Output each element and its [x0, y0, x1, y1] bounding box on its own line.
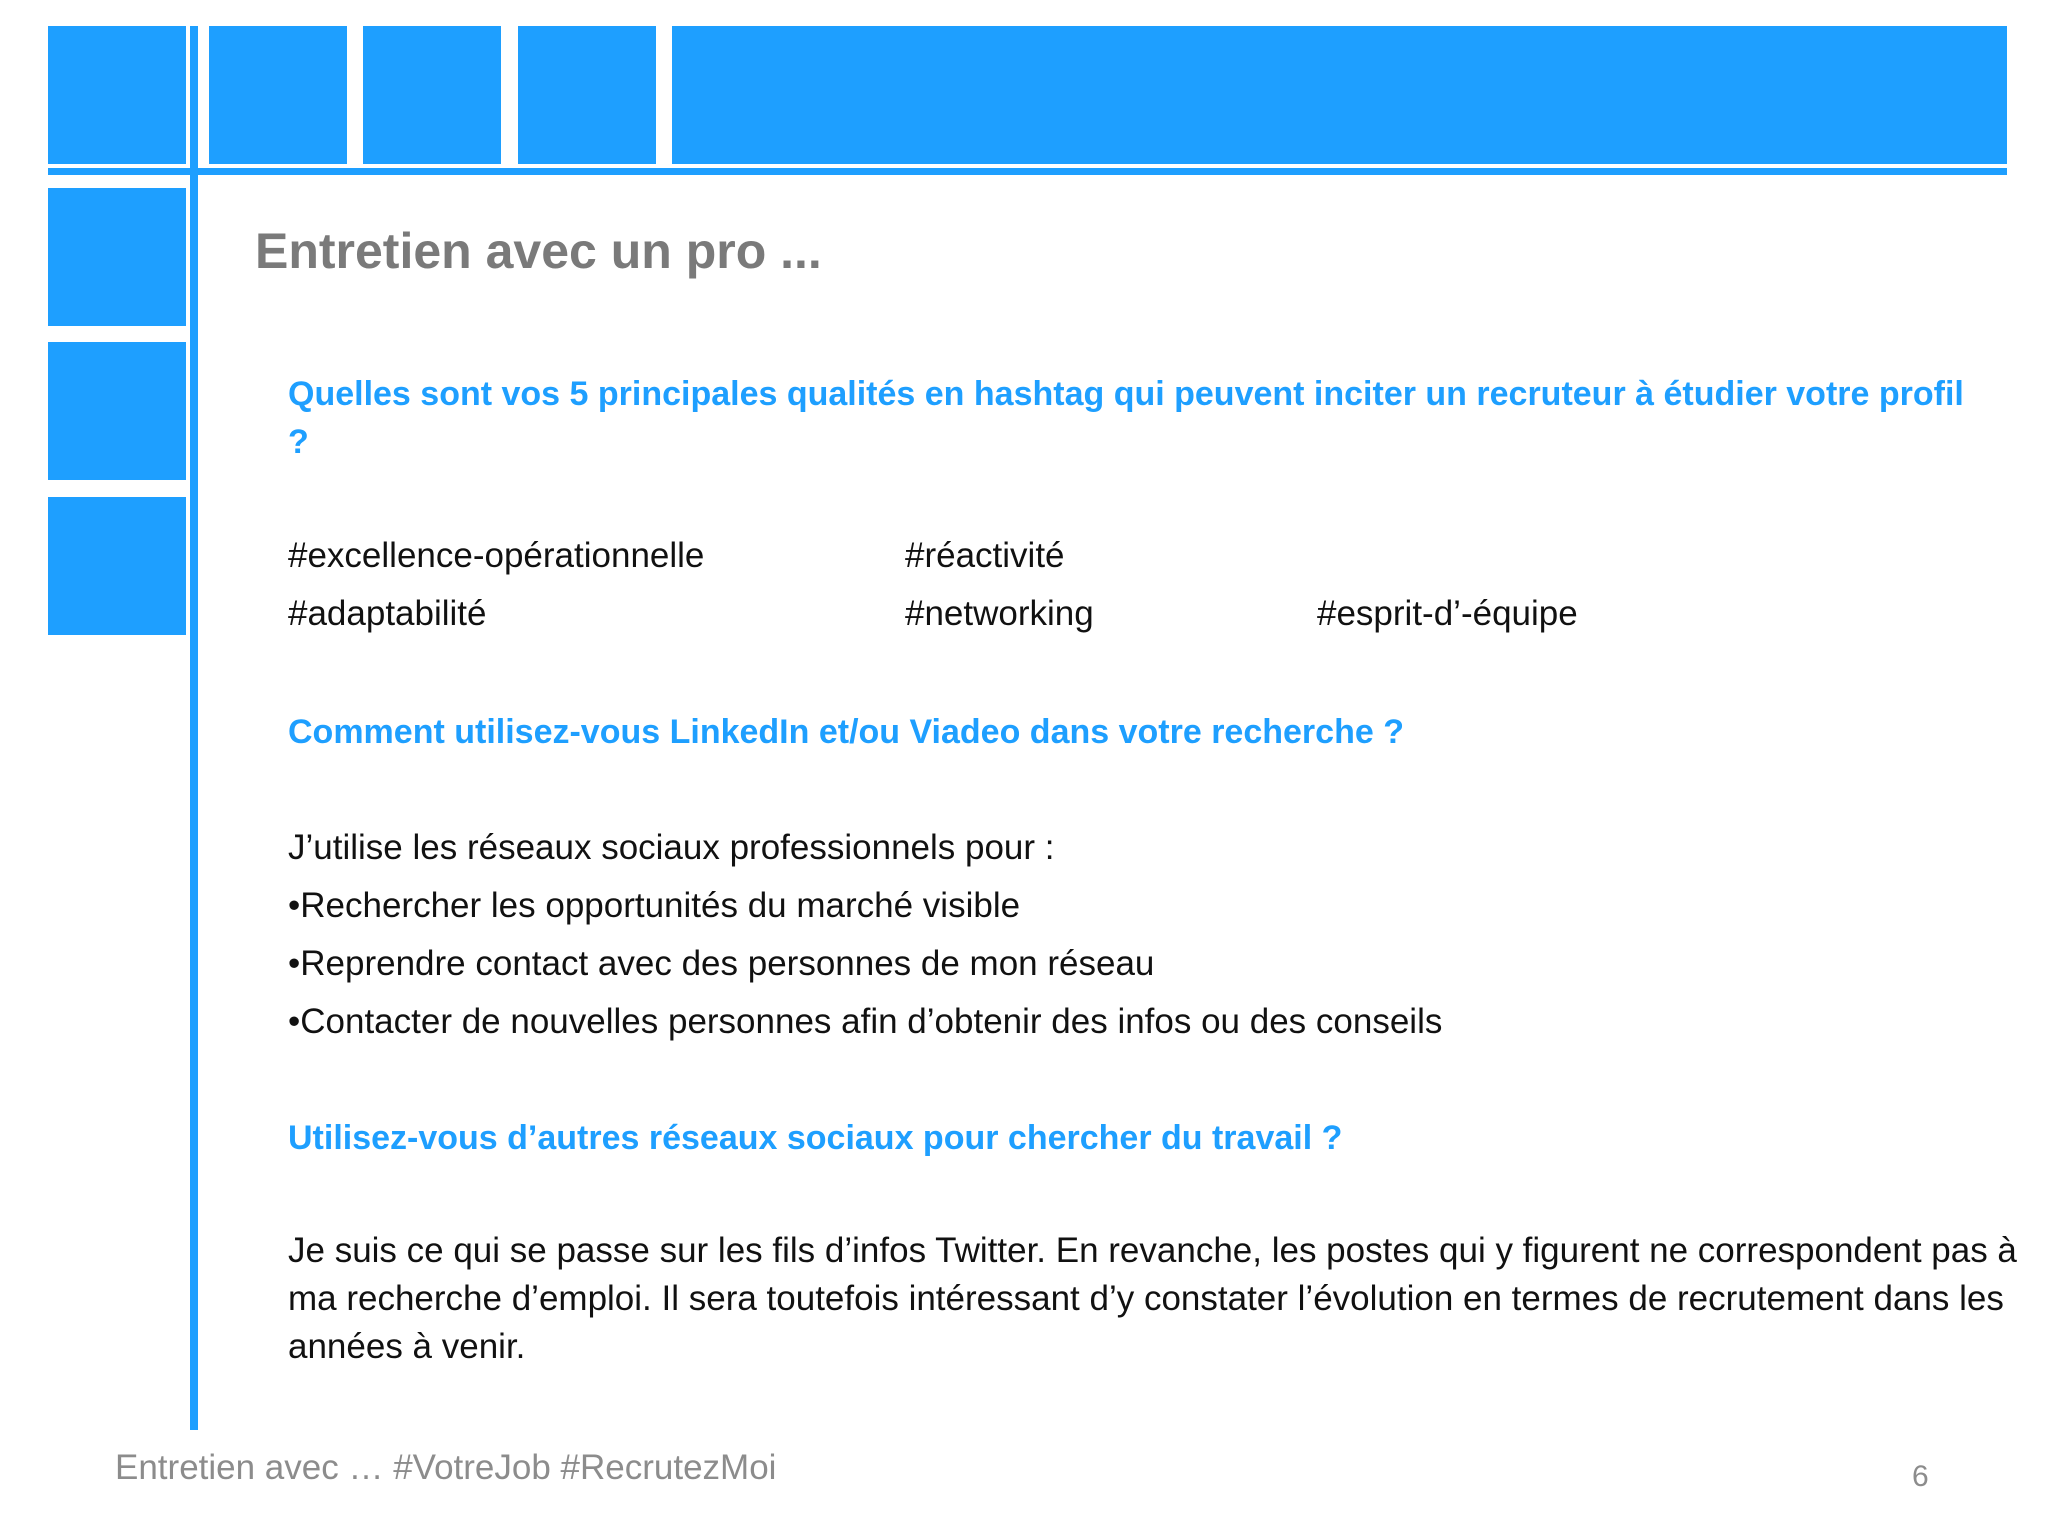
hashtag-excellence: #excellence-opérationnelle [288, 536, 705, 575]
linkedin-answer-bullet: •Reprendre contact avec des personnes de mon réseau [288, 944, 1155, 983]
question-linkedin: Comment utilisez-vous LinkedIn et/ou Viadeo dans votre recherche ? [288, 713, 1404, 751]
decor-block-side-1 [48, 188, 186, 326]
page-number: 6 [1912, 1460, 1929, 1493]
decor-block-side-2 [48, 342, 186, 480]
linkedin-answer-intro: J’utilise les réseaux sociaux professionnels pour : [288, 828, 1055, 867]
decor-block-top-4 [518, 26, 656, 164]
linkedin-answer-bullet: •Rechercher les opportunités du marché visible [288, 886, 1021, 925]
question-qualities: Quelles sont vos 5 principales qualités en hashtag qui peuvent inciter un recruteur à étudier votre profil ? [288, 375, 1964, 461]
hashtag-networking: #networking [905, 594, 1094, 633]
hashtag-esprit-equipe: #esprit-d’-équipe [1317, 594, 1578, 633]
question-other-networks: Utilisez-vous d’autres réseaux sociaux pour chercher du travail ? [288, 1119, 1343, 1157]
hashtag-reactivite: #réactivité [905, 536, 1065, 575]
slide-title: Entretien avec un pro ... [255, 223, 822, 279]
decor-block-top-2 [209, 26, 347, 164]
decor-bar-top [672, 26, 2007, 164]
hashtag-adaptabilite: #adaptabilité [288, 594, 487, 633]
decor-block-top-3 [363, 26, 501, 164]
linkedin-answer-bullet: •Contacter de nouvelles personnes afin d’obtenir des infos ou des conseils [288, 1002, 1443, 1041]
decor-line-horizontal [48, 168, 2007, 175]
footer-text: Entretien avec … #VotreJob #RecrutezMoi [115, 1448, 777, 1487]
decor-block-top-1 [48, 26, 186, 164]
other-networks-answer: Je suis ce qui se passe sur les fils d’infos Twitter. En revanche, les postes qui y figurent ne correspondent pas à ma recherche d’emploi. Il sera toutefois intéressant d’y constater l’évolution en termes de recrutement dans les années à venir. [288, 1231, 2017, 1366]
decor-block-side-3 [48, 497, 186, 635]
decor-line-vertical [190, 26, 198, 1430]
